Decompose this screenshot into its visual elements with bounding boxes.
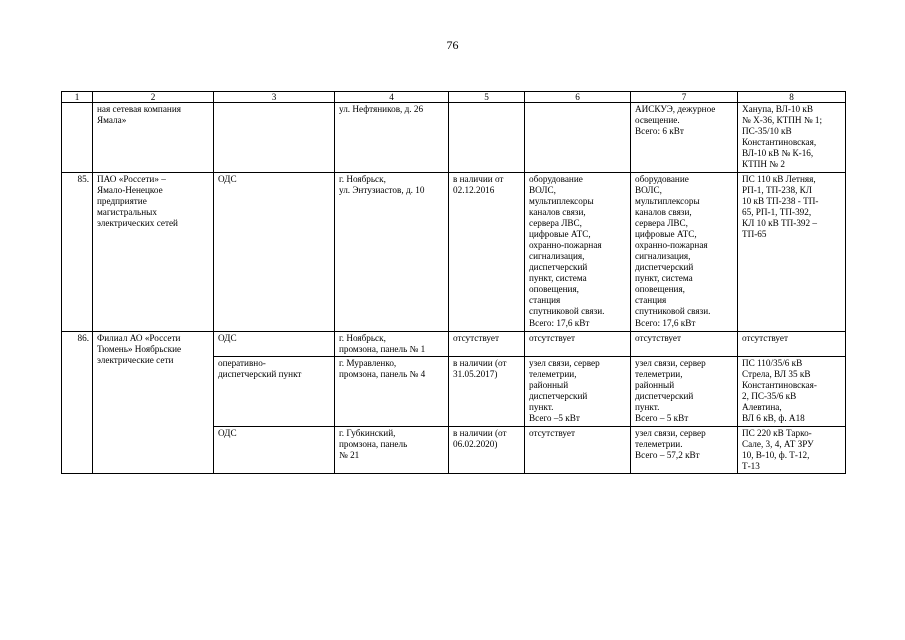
header-cell-1: 1 bbox=[62, 92, 93, 103]
cell-col6: оборудование ВОЛС, мультиплексоры каналов связи, сервера ЛВС, цифровые АТС, охранно-пожарная сигнализация, диспетчерский пункт, система оповещения, станция спутниковой связи. Всего: 17,6 кВт bbox=[525, 173, 631, 332]
cell-col6: отсутствует bbox=[525, 427, 631, 474]
header-cell-3: 3 bbox=[214, 92, 335, 103]
cell-col6: отсутствует bbox=[525, 332, 631, 357]
cell-availability: в наличии от 02.12.2016 bbox=[449, 173, 525, 332]
cell-num: 85. bbox=[62, 173, 93, 332]
cell-col7: отсутствует bbox=[631, 332, 738, 357]
header-cell-6: 6 bbox=[525, 92, 631, 103]
cell-col8: ПС 220 кВ Тарко- Сале, 3, 4, АТ ЗРУ 10, В-10, ф. Т-12, Т-13 bbox=[738, 427, 846, 474]
cell-col8: Ханупа, ВЛ-10 кВ № Х-36, КТПН № 1; ПС-35/10 кВ Константиновская, ВЛ-10 кВ № К-16, КТПН № 2 bbox=[738, 103, 846, 173]
cell-col7: узел связи, сервер телеметрии, районный диспетчерский пункт. Всего – 5 кВт bbox=[631, 357, 738, 427]
cell-col6 bbox=[525, 103, 631, 173]
cell-availability: в наличии (от 31.05.2017) bbox=[449, 357, 525, 427]
cell-col7: узел связи, сервер телеметрии. Всего – 57,2 кВт bbox=[631, 427, 738, 474]
page-number: 76 bbox=[446, 38, 459, 52]
table-row-continuation bbox=[62, 103, 846, 173]
cell-col8: ПС 110 кВ Летняя, РП-1, ТП-238, КЛ 10 кВ ТП-238 - ТП- 65, РП-1, ТП-392, КЛ 10 кВ ТП-392 – ТП-65 bbox=[738, 173, 846, 332]
cell-address: ул. Нефтяников, д. 26 bbox=[335, 103, 449, 173]
header-cell-2: 2 bbox=[93, 92, 214, 103]
cell-col7: АИСКУЭ, дежурное освещение. Всего: 6 кВт bbox=[631, 103, 738, 173]
cell-address: г. Ноябрьск, промзона, панель № 1 bbox=[335, 332, 449, 357]
cell-num: 86. bbox=[62, 332, 93, 474]
table-row-85 bbox=[62, 173, 846, 332]
cell-availability: отсутствует bbox=[449, 332, 525, 357]
header-cell-5: 5 bbox=[449, 92, 525, 103]
cell-availability: в наличии (от 06.02.2020) bbox=[449, 427, 525, 474]
cell-address: г. Губкинский, промзона, панель № 21 bbox=[335, 427, 449, 474]
cell-type: ОДС bbox=[214, 173, 335, 332]
cell-col6: узел связи, сервер телеметрии, районный диспетчерский пункт. Всего –5 кВт bbox=[525, 357, 631, 427]
cell-address: г. Ноябрьск, ул. Энтузиастов, д. 10 bbox=[335, 173, 449, 332]
cell-availability bbox=[449, 103, 525, 173]
cell-num bbox=[62, 103, 93, 173]
cell-col8: ПС 110/35/6 кВ Стрела, ВЛ 35 кВ Константиновская- 2, ПС-35/6 кВ Алевтина, ВЛ 6 кВ, ф. А18 bbox=[738, 357, 846, 427]
header-row bbox=[62, 92, 846, 103]
cell-type bbox=[214, 103, 335, 173]
header-cell-8: 8 bbox=[738, 92, 846, 103]
cell-col7: оборудование ВОЛС, мультиплексоры каналов связи, сервера ЛВС, цифровые АТС, охранно-пожарная сигнализация, диспетчерский пункт, система оповещения, станция спутниковой связи. Всего: 17,6 кВт bbox=[631, 173, 738, 332]
cell-type: оперативно- диспетчерский пункт bbox=[214, 357, 335, 427]
cell-type: ОДС bbox=[214, 427, 335, 474]
cell-address: г. Муравленко, промзона, панель № 4 bbox=[335, 357, 449, 427]
cell-org: ПАО «Россети» – Ямало-Ненецкое предприятие магистральных электрических сетей bbox=[93, 173, 214, 332]
cell-col8: отсутствует bbox=[738, 332, 846, 357]
table-row-86-a bbox=[62, 332, 846, 357]
cell-org: ная сетевая компания Ямала» bbox=[93, 103, 214, 173]
cell-org: Филиал АО «Россети Тюмень» Ноябрьские электрические сети bbox=[93, 332, 214, 474]
header-cell-7: 7 bbox=[631, 92, 738, 103]
cell-type: ОДС bbox=[214, 332, 335, 357]
header-cell-4: 4 bbox=[335, 92, 449, 103]
data-table bbox=[61, 91, 846, 474]
